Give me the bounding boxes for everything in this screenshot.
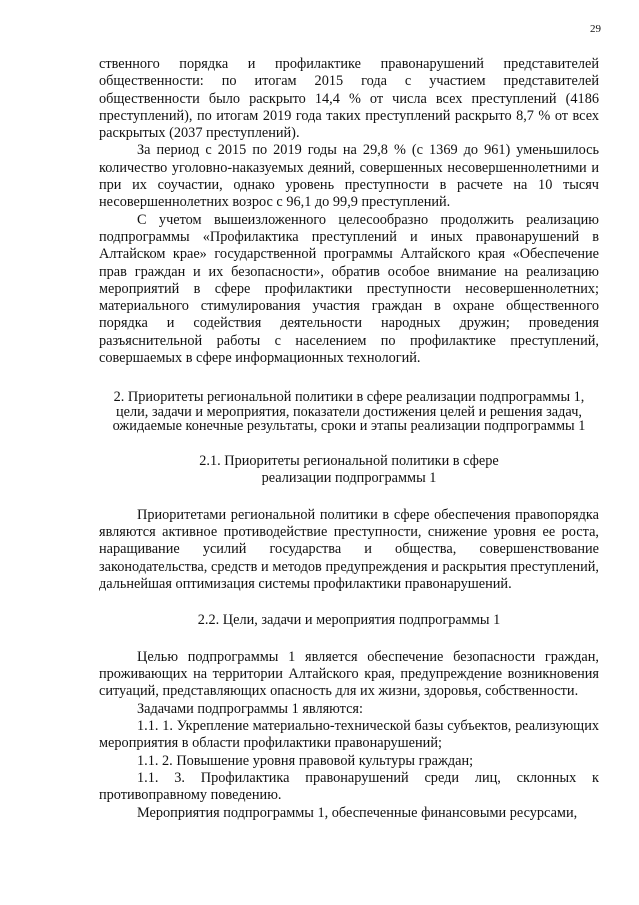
paragraph-task-1: 1.1. 1. Укрепление материально-технической базы субъектов, реализующих мероприятия в области профилактики правонарушений; [99,718,599,752]
page-number: 29 [590,23,601,35]
section-2-1-heading [99,453,599,488]
paragraph-measures: Мероприятия подпрограммы 1, обеспеченные финансовыми ресурсами, [137,804,578,821]
paragraph-goal: Целью подпрограммы 1 является обеспечение безопасности граждан, проживающих на территории Алтайского края, предупреждение возникновения ситуаций, представляющих опасность для их жизни, здоровья, собственности. [99,648,599,700]
section-2-1-heading-line1: 2.1. Приоритеты региональной политики в сфере [199,452,499,469]
paragraph-priorities: Приоритетами региональной политики в сфере обеспечения правопорядка являются активное противодействие преступности, снижение уровня ее роста, наращивание усилий государства и общества, совершенствование законодательства, средств и методов предупреждения и раскрытия преступлений, дальнейшая оптимизация системы профилактики правонарушений. [99,506,599,593]
paragraph-task-3: 1.1. 3. Профилактика правонарушений среди лиц, склонных к противоправному поведению. [99,769,599,804]
paragraph-continuation: ственного порядка и профилактике правонарушений представителей общественности: по итогам 2015 года с участием представителей общественности было раскрыто 14,4 % от числа всех преступлений (4186 преступлений), по итогам 2019 года таких преступлений раскрыто 8,7 % от всех раскрытых (2037 преступлений). [99,56,599,142]
section-2-2-heading: 2.2. Цели, задачи и мероприятия подпрограммы 1 [197,612,501,629]
section-2-heading: 2. Приоритеты региональной политики в сфере реализации подпрограммы 1, цели, задачи и мероприятия, показатели достижения целей и решения задач, ожидаемые конечные результаты, сроки и этапы реализации подпрограммы 1 [112,389,586,435]
paragraph-conclusion: С учетом вышеизложенного целесообразно продолжить реализацию подпрограммы «Профилактика преступлений и иных правонарушений в Алтайском крае» государственной программы Алтайского края «Обеспечение прав граждан и их безопасности», обратив особое внимание на реализацию мероприятий в сфере профилактики преступности несовершеннолетних; материального стимулирования участия граждан в охране общественного порядка и содействия деятельности народных дружин; проведения разъяснительной работы с населением по профилактике преступлений, совершаемых в сфере информационных технологий. [99,211,599,367]
paragraph-tasks-intro: Задачами подпрограммы 1 являются: [137,700,363,717]
section-2-1-heading-line2: реализации подпрограммы 1 [261,470,437,487]
paragraph-task-2: 1.1. 2. Повышение уровня правовой культуры граждан; [137,752,474,769]
paragraph-juvenile-crime: За период с 2015 по 2019 годы на 29,8 % (с 1369 до 961) уменьшилось количество уголовно-наказуемых деяний, совершенных несовершеннолетними и при их соучастии, однако уровень преступности в расчете на 10 тысяч несовершеннолетних возрос с 96,1 до 99,9 преступлений. [99,142,599,211]
